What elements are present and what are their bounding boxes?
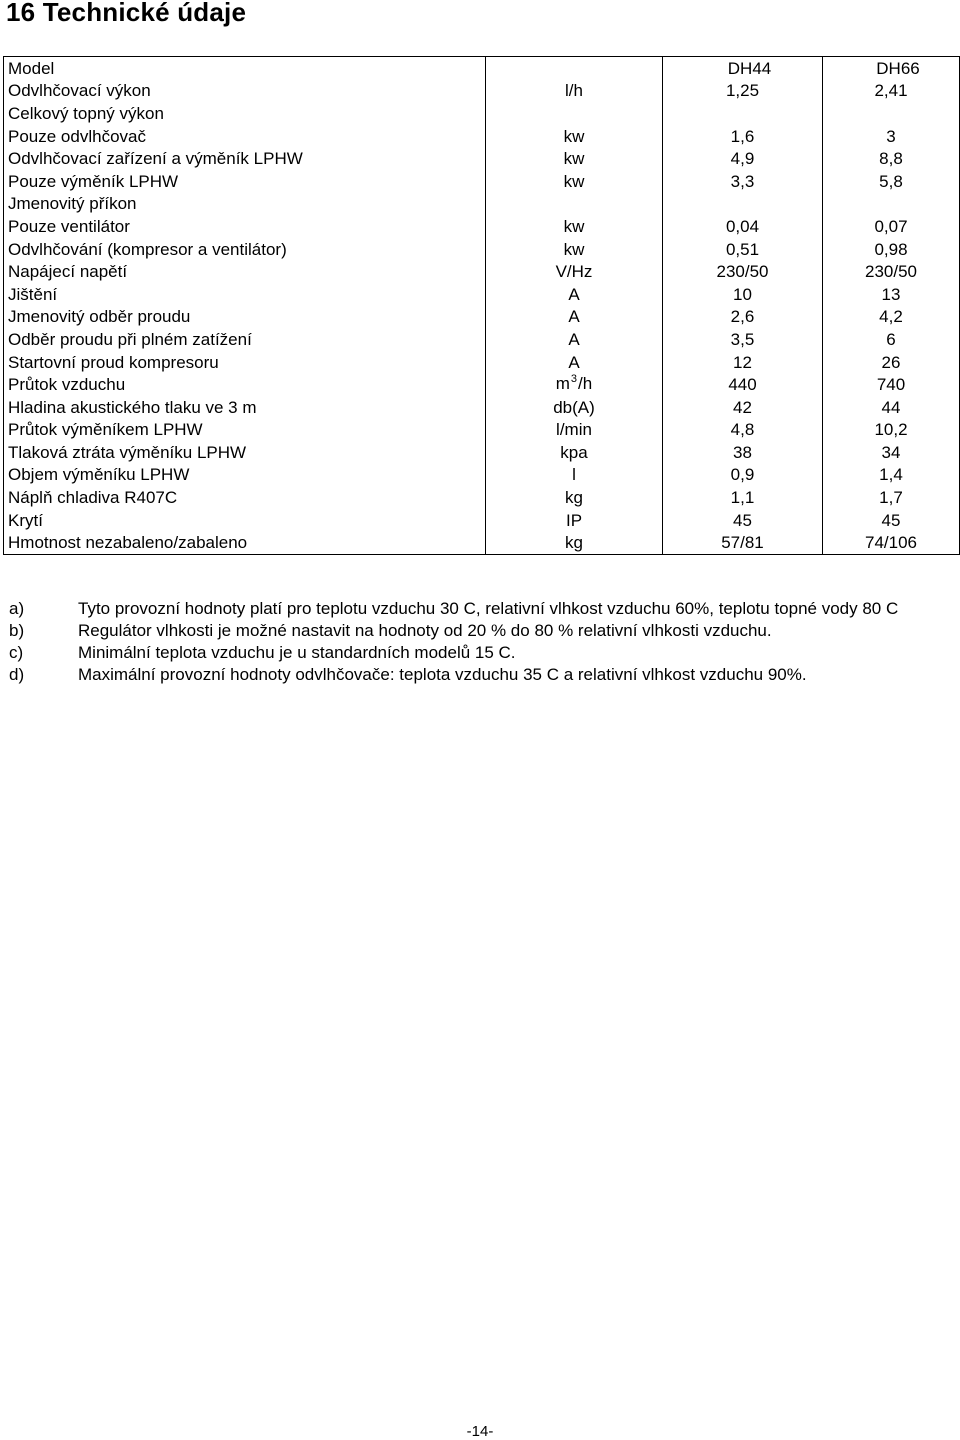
dh66-cell: [823, 102, 960, 125]
table-row: [4, 170, 960, 193]
footnote-c: [9, 642, 954, 664]
unit-cell: kw: [486, 238, 663, 261]
table-row: [4, 283, 960, 306]
dh66-cell: 4,2: [823, 306, 960, 329]
dh66-cell: 2,41: [823, 80, 960, 103]
param-cell: Tlaková ztráta výměníku LPHW: [4, 441, 486, 464]
unit-cell: l/h: [486, 80, 663, 103]
dh66-cell: 34: [823, 441, 960, 464]
dh66-cell: 8,8: [823, 147, 960, 170]
footnote-text: Maximální provozní hodnoty odvlhčovače: teplota vzduchu 35 C a relativní vlhkost vzduchu 90%.: [78, 665, 807, 684]
dh66-cell: 5,8: [823, 170, 960, 193]
table-row: [4, 260, 960, 283]
table-row: [4, 351, 960, 374]
dh44-cell: 230/50: [663, 260, 823, 283]
dh66-cell: DH66: [823, 57, 960, 80]
footnote-text: Minimální teplota vzduchu je u standardních modelů 15 C.: [78, 643, 516, 662]
dh44-cell: 10: [663, 283, 823, 306]
param-cell: Model: [4, 57, 486, 80]
param-cell: Odvlhčování (kompresor a ventilátor): [4, 238, 486, 261]
unit-cell: kw: [486, 215, 663, 238]
dh44-cell: [663, 102, 823, 125]
table-row: [4, 396, 960, 419]
param-cell: Jmenovitý příkon: [4, 193, 486, 216]
unit-cell: V/Hz: [486, 260, 663, 283]
dh44-cell: 0,9: [663, 464, 823, 487]
dh44-cell: [663, 193, 823, 216]
dh44-cell: 4,8: [663, 419, 823, 442]
footnote-label: c): [9, 643, 24, 662]
param-cell: Odběr proudu při plném zatížení: [4, 328, 486, 351]
table-row: [4, 102, 960, 125]
dh44-cell: 45: [663, 509, 823, 532]
table-row: [4, 328, 960, 351]
table-row: [4, 215, 960, 238]
param-cell: Pouze ventilátor: [4, 215, 486, 238]
dh66-cell: 3: [823, 125, 960, 148]
dh44-cell: 12: [663, 351, 823, 374]
footnote-text: Tyto provozní hodnoty platí pro teplotu vzduchu 30 C, relativní vlhkost vzduchu 60%, teplotu topné vody 80 C: [78, 599, 899, 618]
section-heading: 16 Technické údaje: [6, 0, 247, 27]
footnote-text: Regulátor vlhkosti je možné nastavit na hodnoty od 20 % do 80 % relativní vlhkosti vzduchu.: [78, 621, 772, 640]
technical-specs-table: [3, 56, 960, 555]
dh44-cell: 38: [663, 441, 823, 464]
unit-cell: kg: [486, 531, 663, 554]
param-cell: Krytí: [4, 509, 486, 532]
unit-cell: l/min: [486, 419, 663, 442]
dh66-cell: 0,07: [823, 215, 960, 238]
param-cell: Celkový topný výkon: [4, 102, 486, 125]
table-row: [4, 57, 960, 80]
param-cell: Pouze výměník LPHW: [4, 170, 486, 193]
dh66-cell: 1,7: [823, 486, 960, 509]
param-cell: Náplň chladiva R407C: [4, 486, 486, 509]
param-cell: Odvlhčovací zařízení a výměník LPHW: [4, 147, 486, 170]
dh66-cell: 44: [823, 396, 960, 419]
table-row: [4, 509, 960, 532]
dh44-cell: 2,6: [663, 306, 823, 329]
param-cell: Objem výměníku LPHW: [4, 464, 486, 487]
dh44-cell: 1,1: [663, 486, 823, 509]
footnote-label: d): [9, 665, 25, 684]
footnote-d: [9, 664, 954, 686]
unit-cell: kg: [486, 486, 663, 509]
unit-cell: IP: [486, 509, 663, 532]
unit-cell: db(A): [486, 396, 663, 419]
dh44-cell: DH44: [663, 57, 823, 80]
table-row: [4, 486, 960, 509]
dh44-cell: 1,6: [663, 125, 823, 148]
param-cell: Průtok vzduchu: [4, 373, 486, 396]
unit-base: m: [555, 373, 570, 393]
footnote-a: [9, 598, 954, 620]
footnote-label: a): [9, 599, 25, 618]
unit-cell: [486, 57, 663, 80]
param-cell: Odvlhčovací výkon: [4, 80, 486, 103]
unit-cell: [486, 193, 663, 216]
unit-superscript: 3: [570, 373, 578, 385]
unit-cell: kw: [486, 125, 663, 148]
footnote-b: [9, 620, 954, 642]
dh66-cell: 740: [823, 373, 960, 396]
table-row: [4, 464, 960, 487]
table-row: [4, 147, 960, 170]
dh44-cell: 0,51: [663, 238, 823, 261]
dh66-cell: 6: [823, 328, 960, 351]
unit-rest: /h: [578, 373, 593, 393]
unit-cell: l: [486, 464, 663, 487]
dh44-cell: 57/81: [663, 531, 823, 554]
dh66-cell: 74/106: [823, 531, 960, 554]
footnote-label: b): [9, 621, 25, 640]
dh44-cell: 3,3: [663, 170, 823, 193]
unit-cell: [486, 102, 663, 125]
table-row: [4, 125, 960, 148]
dh66-cell: 13: [823, 283, 960, 306]
unit-cell: [486, 373, 663, 396]
param-cell: Napájecí napětí: [4, 260, 486, 283]
table-row: [4, 531, 960, 554]
dh66-cell: 0,98: [823, 238, 960, 261]
dh44-cell: 4,9: [663, 147, 823, 170]
dh44-cell: 0,04: [663, 215, 823, 238]
unit-cell: kpa: [486, 441, 663, 464]
param-cell: Hmotnost nezabaleno/zabaleno: [4, 531, 486, 554]
param-cell: Jmenovitý odběr proudu: [4, 306, 486, 329]
dh44-cell: 42: [663, 396, 823, 419]
unit-cell: kw: [486, 147, 663, 170]
page-number: -14-: [466, 1423, 494, 1440]
param-cell: Startovní proud kompresoru: [4, 351, 486, 374]
dh66-cell: 45: [823, 509, 960, 532]
dh66-cell: 1,4: [823, 464, 960, 487]
unit-cell: A: [486, 328, 663, 351]
param-cell: Hladina akustického tlaku ve 3 m: [4, 396, 486, 419]
dh66-cell: 10,2: [823, 419, 960, 442]
unit-cell: A: [486, 283, 663, 306]
dh44-cell: 3,5: [663, 328, 823, 351]
unit-cell: A: [486, 306, 663, 329]
dh66-cell: [823, 193, 960, 216]
table-row: [4, 419, 960, 442]
footnotes: [9, 598, 954, 686]
param-cell: Průtok výměníkem LPHW: [4, 419, 486, 442]
unit-cell: kw: [486, 170, 663, 193]
dh66-cell: 230/50: [823, 260, 960, 283]
table-row: [4, 306, 960, 329]
table-row: [4, 193, 960, 216]
dh44-cell: 440: [663, 373, 823, 396]
param-cell: Jištění: [4, 283, 486, 306]
table-row: [4, 238, 960, 261]
dh44-cell: 1,25: [663, 80, 823, 103]
unit-cell: A: [486, 351, 663, 374]
dh66-cell: 26: [823, 351, 960, 374]
table-row: [4, 441, 960, 464]
param-cell: Pouze odvlhčovač: [4, 125, 486, 148]
table-row: [4, 373, 960, 396]
table-row: [4, 80, 960, 103]
